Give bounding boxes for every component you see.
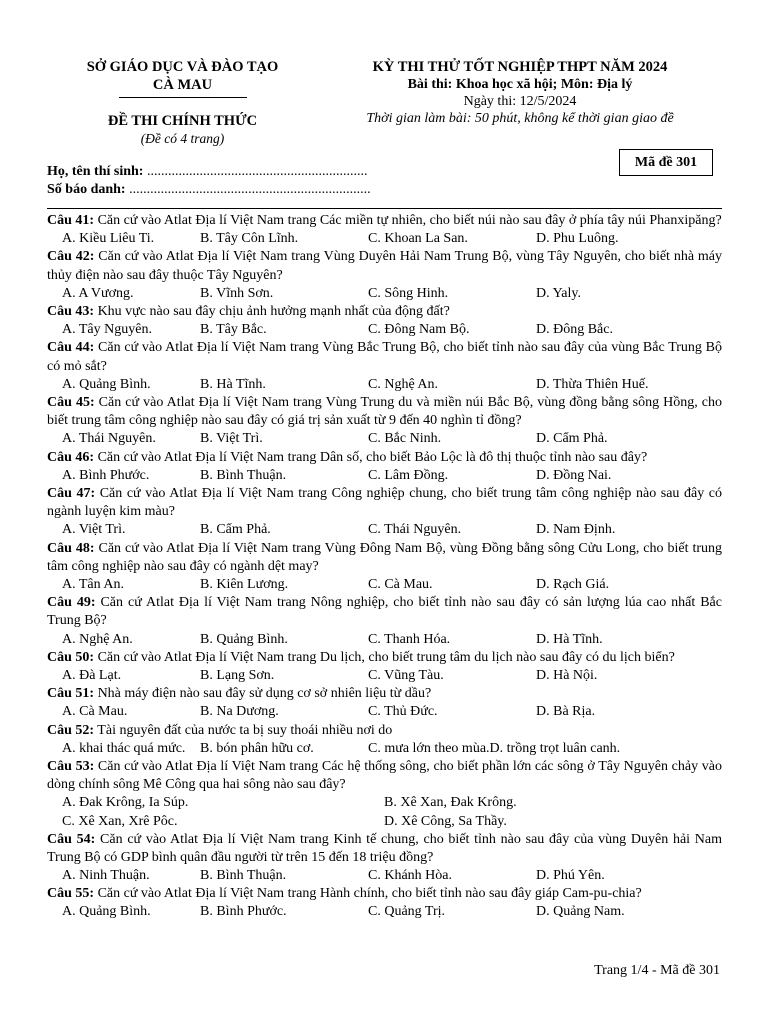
answer-option: C. Nghệ An. (368, 376, 438, 392)
answer-option: D. Hà Nội. (536, 667, 598, 683)
question-text: Căn cứ vào Atlat Địa lí Việt Nam trang Hành chính, cho biết tỉnh nào sau đây giáp Cam-pu-chia? (94, 886, 642, 902)
question-stem (47, 394, 722, 430)
answer-option: C. Thanh Hóa. (368, 631, 451, 647)
answer-options (47, 230, 722, 248)
question-number: Câu 53: (47, 758, 95, 774)
question-stem (47, 449, 722, 467)
header-divider (47, 208, 722, 209)
question-number: Câu 48: (47, 540, 95, 556)
question (47, 685, 722, 721)
question-stem (47, 685, 722, 703)
header-right (330, 58, 710, 127)
answer-option: A. khai thác quá mức. (62, 740, 186, 756)
question-list (47, 212, 722, 922)
answer-option: D. Yaly. (536, 285, 581, 301)
question-text: Nhà máy điện nào sau đây sử dụng cơ sở nhiên liệu từ dầu? (94, 686, 432, 702)
answer-option: B. Tây Bắc. (200, 322, 267, 338)
answer-options (47, 467, 722, 485)
answer-options (47, 740, 722, 758)
answer-option: D. Hà Tĩnh. (536, 631, 603, 647)
answer-option: C. Lâm Đồng. (368, 467, 449, 483)
department-name: SỞ GIÁO DỤC VÀ ĐÀO TẠO (86, 59, 279, 75)
page-count-note: (Đề có 4 trang) (140, 131, 225, 146)
question-stem (47, 758, 722, 794)
answer-option: A. Thái Nguyên. (62, 431, 156, 447)
candidate-name-label: Họ, tên thí sinh: (47, 164, 144, 179)
question-text: Căn cứ vào Atlat Địa lí Việt Nam trang Vùng Đông Nam Bộ, vùng Đồng bằng sông Cửu Long, cho biết trung tâm công nghiệp nào sau đây có ngành dệt may? (47, 540, 722, 574)
answer-option: D. Đồng Nai. (536, 467, 612, 483)
question (47, 394, 722, 449)
answer-option: D. Nam Định. (536, 522, 616, 538)
question-number: Câu 55: (47, 886, 95, 902)
answer-option: A. Tây Nguyên. (62, 322, 152, 338)
answer-option: D. Phú Yên. (536, 868, 605, 884)
answer-option: B. Bình Thuận. (200, 467, 287, 483)
answer-options (47, 521, 722, 539)
question-text: Tài nguyên đất của nước ta bị suy thoái nhiều nơi do (94, 722, 393, 738)
answer-option: D. Phu Luông. (536, 231, 619, 247)
question-number: Câu 42: (47, 249, 95, 265)
question-stem (47, 540, 722, 576)
question-text: Căn cứ vào Atlat Địa lí Việt Nam trang Vùng Duyên Hải Nam Trung Bộ, vùng Tây Nguyên, cho biết nhà máy thủy điện nào sau đây thuộc Tây Nguyên? (47, 249, 722, 283)
answer-option: B. Tây Côn Lĩnh. (200, 231, 299, 247)
question-stem (47, 485, 722, 521)
question-text: Căn cứ vào Atlat Địa lí Việt Nam trang Các hệ thống sông, cho biết phần lớn các sông ở Tây Nguyên chảy vào dòng chính sông Mê Công qua hai sông nào sau đây? (47, 758, 722, 793)
question-text: Căn cứ vào Atlat Địa lí Việt Nam trang Kinh tế chung, cho biết tỉnh nào sau đây của vùng Duyên hải Nam Trung Bộ có GDP bình quân đầu người từ trên 15 đến 18 triệu đồng? (47, 831, 722, 865)
question (47, 303, 722, 339)
answer-option: A. Đak Krông, Ia Súp. (62, 795, 189, 811)
question-number: Câu 41: (47, 213, 95, 228)
answer-option: A. Đà Lạt. (62, 667, 122, 683)
answer-option: C. Đông Nam Bộ. (368, 322, 470, 338)
question-text: Căn cứ Atlat Địa lí Việt Nam trang Nông nghiệp, cho biết tỉnh nào sau đây có sản lượng lúa cao nhất Bắc Trung Bộ? (47, 595, 722, 629)
question-number: Câu 46: (47, 449, 95, 465)
answer-option: B. Kiên Lương. (200, 576, 289, 592)
answer-option: B. Bình Thuận. (200, 868, 287, 884)
answer-option: A. Tân An. (62, 576, 124, 592)
answer-options (47, 667, 722, 685)
candidate-id-label: Số báo danh: (47, 182, 126, 197)
answer-option: D. Rạch Giá. (536, 576, 610, 592)
exam-subject: Bài thi: Khoa học xã hội; Môn: Địa lý (407, 77, 633, 92)
answer-option: C. Xê Xan, Xrê Pôc. (62, 813, 178, 829)
question-number: Câu 44: (47, 340, 95, 356)
answer-options (47, 631, 722, 649)
answer-option: D. Thừa Thiên Huế. (536, 376, 649, 392)
header-left (60, 58, 305, 147)
page-footer: Trang 1/4 - Mã đề 301 (594, 963, 720, 978)
answer-option-combined (368, 740, 620, 758)
answer-option: D. Cẩm Phả. (536, 431, 608, 447)
question (47, 594, 722, 649)
department-province: CÀ MAU (152, 77, 213, 93)
answer-option: B. Cẩm Phả. (200, 522, 271, 538)
answer-option: A. Bình Phước. (62, 467, 150, 483)
answer-option: B. Vĩnh Sơn. (200, 285, 274, 301)
answer-options (47, 703, 722, 721)
exam-title: KỲ THI THỬ TỐT NGHIỆP THPT NĂM 2024 (372, 59, 668, 75)
answer-option: A. Cà Mau. (62, 704, 128, 720)
question-stem (47, 722, 722, 740)
answer-option: C. Thủ Đức. (368, 704, 438, 720)
question-number: Câu 47: (47, 485, 96, 501)
exam-code-box: Mã đề 301 (619, 149, 713, 176)
question (47, 885, 722, 921)
question (47, 485, 722, 540)
question-stem (47, 594, 722, 630)
official-exam-label: ĐỀ THI CHÍNH THỨC (107, 113, 258, 129)
question (47, 649, 722, 685)
answer-options (47, 376, 722, 394)
question (47, 722, 722, 758)
answer-option: A. A Vương. (62, 285, 134, 301)
candidate-name-dots: ............................................................... (143, 164, 368, 179)
question (47, 758, 722, 831)
question (47, 248, 722, 303)
answer-options (47, 576, 722, 594)
question-text: Căn cứ vào Atlat Địa lí Việt Nam trang Vùng Trung du và miền núi Bắc Bộ, vùng đồng bằng sông Hồng, cho biết trung tâm công nghiệp nào sau đây có giá trị sản xuất từ 9 đến 40 nghìn tỉ đồng? (47, 394, 722, 429)
question-number: Câu 54: (47, 831, 96, 847)
exam-date: Ngày thi: 12/5/2024 (463, 94, 577, 109)
answer-options (47, 285, 722, 303)
answer-option: A. Quảng Bình. (62, 904, 151, 920)
answer-option: A. Quảng Bình. (62, 376, 151, 392)
answer-option: C. mưa lớn theo mùa. (368, 740, 490, 756)
answer-options (47, 903, 722, 921)
answer-option: B. Na Dương. (200, 704, 279, 720)
answer-option: C. Khánh Hòa. (368, 868, 452, 884)
candidate-name-line (47, 163, 367, 180)
answer-options (47, 794, 722, 812)
question-number: Câu 51: (47, 686, 95, 702)
question-text: Căn cứ vào Atlat Địa lí Việt Nam trang Các miền tự nhiên, cho biết núi nào sau đây ở phía tây núi Phanxipăng? (94, 213, 722, 228)
question-number: Câu 45: (47, 394, 95, 410)
answer-option: C. Bắc Ninh. (368, 431, 442, 447)
question-text: Căn cứ vào Atlat Địa lí Việt Nam trang Công nghiệp chung, cho biết trung tâm công nghiệp nào sau đây có ngành luyện kim màu? (47, 485, 722, 520)
answer-option: A. Việt Trì. (62, 522, 126, 538)
answer-option: B. Lạng Sơn. (200, 667, 275, 683)
question-number: Câu 43: (47, 303, 95, 319)
answer-option: B. Quảng Bình. (200, 631, 288, 647)
header-underline (119, 97, 247, 98)
question (47, 831, 722, 886)
answer-option: C. Thái Nguyên. (368, 522, 462, 538)
question (47, 540, 722, 595)
candidate-id-dots: ..................................................................... (125, 182, 371, 197)
question-number: Câu 50: (47, 649, 95, 665)
question-text: Căn cứ vào Atlat Địa lí Việt Nam trang Vùng Bắc Trung Bộ, cho biết tỉnh nào sau đây của vùng Bắc Trung Bộ có mỏ sắt? (47, 340, 722, 374)
answer-option: D. trồng trọt luân canh. (489, 740, 621, 756)
question-stem (47, 885, 722, 903)
answer-option: D. Xê Công, Sa Thầy. (384, 813, 507, 829)
answer-option: C. Vũng Tàu. (368, 667, 444, 683)
answer-option: A. Ninh Thuận. (62, 868, 150, 884)
answer-options (47, 867, 722, 885)
answer-options (47, 430, 722, 448)
answer-option: B. Việt Trì. (200, 431, 263, 447)
answer-option: D. Đông Bắc. (536, 322, 613, 338)
answer-option: A. Kiều Liêu Ti. (62, 231, 155, 247)
answer-options (47, 813, 722, 831)
answer-option: A. Nghệ An. (62, 631, 133, 647)
answer-option: B. Xê Xan, Đak Krông. (384, 795, 517, 811)
candidate-id-line (47, 181, 371, 198)
answer-option: B. bón phân hữu cơ. (200, 740, 314, 756)
question-stem (47, 212, 722, 230)
question-text: Khu vực nào sau đây chịu ảnh hưởng mạnh nhất của động đất? (94, 303, 450, 319)
question-stem (47, 649, 722, 667)
question (47, 212, 722, 248)
answer-option: C. Cà Mau. (368, 576, 433, 592)
question-stem (47, 339, 722, 375)
answer-option: D. Bà Rịa. (536, 704, 596, 720)
question-number: Câu 49: (47, 595, 96, 611)
answer-option: B. Hà Tĩnh. (200, 376, 266, 392)
question-stem (47, 831, 722, 867)
answer-option: D. Quảng Nam. (536, 904, 625, 920)
question (47, 449, 722, 485)
question-text: Căn cứ vào Atlat Địa lí Việt Nam trang Dân số, cho biết Bảo Lộc là đô thị thuộc tỉnh nào sau đây? (94, 449, 648, 465)
question (47, 339, 722, 394)
exam-duration: Thời gian làm bài: 50 phút, không kể thời gian giao đề (366, 111, 674, 126)
answer-options (47, 321, 722, 339)
question-number: Câu 52: (47, 722, 95, 738)
answer-option: B. Bình Phước. (200, 904, 287, 920)
question-stem (47, 248, 722, 284)
question-stem (47, 303, 722, 321)
answer-option: C. Quảng Trị. (368, 904, 446, 920)
answer-option: C. Sông Hinh. (368, 285, 449, 301)
question-text: Căn cứ vào Atlat Địa lí Việt Nam trang Du lịch, cho biết trung tâm du lịch nào sau đây có du lịch biển? (94, 649, 675, 665)
answer-option: C. Khoan La San. (368, 231, 468, 247)
